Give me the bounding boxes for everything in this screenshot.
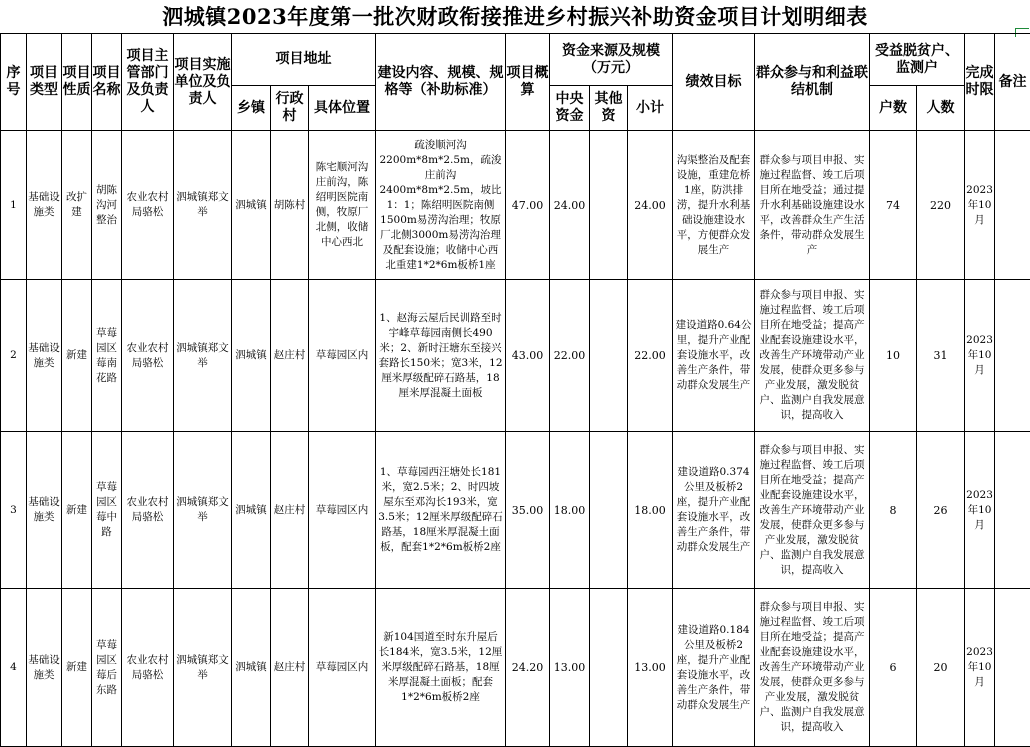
table-row bbox=[1, 589, 1030, 747]
table-row bbox=[1, 432, 1030, 589]
cell-seq[interactable]: 3 bbox=[1, 432, 27, 589]
cell-households[interactable]: 10 bbox=[870, 280, 917, 432]
cell-people[interactable]: 31 bbox=[917, 280, 965, 432]
cell-remark[interactable] bbox=[995, 280, 1030, 432]
cell-mechanism[interactable]: 群众参与项目申报、实施过程监督、竣工后项目所在地受益；提高产业配套设施建设水平，改善生产环境带动产业发展，使群众更多参与产业发展，激发脱贫户、监测户自我发展意识，提高收入 bbox=[755, 589, 870, 747]
header-name[interactable]: 项目名称 bbox=[92, 34, 122, 131]
cell-name[interactable]: 草莓园区莓南花路 bbox=[92, 280, 122, 432]
header-address[interactable]: 项目地址 bbox=[232, 34, 376, 86]
cell-people[interactable]: 26 bbox=[917, 432, 965, 589]
cell-people[interactable]: 20 bbox=[917, 589, 965, 747]
cell-type[interactable]: 基础设施类 bbox=[27, 432, 62, 589]
cell-other[interactable] bbox=[590, 589, 628, 747]
header-funding[interactable]: 资金来源及规模（万元） bbox=[550, 34, 673, 86]
cell-goal[interactable]: 建设道路0.184公里及板桥2座，提升产业配套设施水平，改善生产条件，带动群众发展生产 bbox=[673, 589, 755, 747]
cell-seq[interactable]: 1 bbox=[1, 131, 27, 280]
header-location[interactable]: 具体位置 bbox=[309, 86, 376, 131]
cell-completion[interactable]: 2023年10月 bbox=[965, 432, 995, 589]
cell-budget[interactable]: 35.00 bbox=[506, 432, 550, 589]
cell-central[interactable]: 24.00 bbox=[550, 131, 590, 280]
cell-dept[interactable]: 农业农村局骆松 bbox=[122, 280, 174, 432]
cell-town[interactable]: 泗城镇 bbox=[232, 131, 271, 280]
header-town[interactable]: 乡镇 bbox=[232, 86, 271, 131]
cell-goal[interactable]: 建设道路0.374公里及板桥2座，提升产业配套设施水平，改善生产条件，带动群众发展生产 bbox=[673, 432, 755, 589]
header-type[interactable]: 项目类型 bbox=[27, 34, 62, 131]
cell-goal[interactable]: 建设道路0.64公里，提升产业配套设施水平，改善生产条件，带动群众发展生产 bbox=[673, 280, 755, 432]
cell-other[interactable] bbox=[590, 280, 628, 432]
cell-people[interactable]: 220 bbox=[917, 131, 965, 280]
cell-nature[interactable]: 新建 bbox=[62, 589, 92, 747]
header-content[interactable]: 建设内容、规模、规格等（补助标准） bbox=[376, 34, 506, 131]
page-title: 泗城镇2023年度第一批次财政衔接推进乡村振兴补助资金项目计划明细表 bbox=[0, 0, 1030, 33]
header-people[interactable]: 人数 bbox=[917, 86, 965, 131]
cell-village[interactable]: 赵庄村 bbox=[271, 589, 309, 747]
cell-type[interactable]: 基础设施类 bbox=[27, 131, 62, 280]
cell-seq[interactable]: 4 bbox=[1, 589, 27, 747]
header-other[interactable]: 其他资 bbox=[590, 86, 628, 131]
cell-content[interactable]: 1、赵海云屋后民训路至时宇峰草莓园南侧长490米；2、新时汪塘东至接兴套路长150米；宽3米，12厘米厚级配碎石路基，18厘米厚混凝土面板 bbox=[376, 280, 506, 432]
cell-remark[interactable] bbox=[995, 131, 1030, 280]
cell-nature[interactable]: 新建 bbox=[62, 280, 92, 432]
header-dept[interactable]: 项目主管部门及负责人 bbox=[122, 34, 174, 131]
cell-subtotal[interactable]: 18.00 bbox=[628, 432, 673, 589]
cell-content[interactable]: 疏浚顺河沟2200m*8m*2.5m，疏浚庄前沟2400m*8m*2.5m，坡比1：1；陈绍明医院南侧1500m易涝沟治理；牧原厂北侧3000m易涝沟治理及配套设施；收储中心西北重建1*2*6m板桥1座 bbox=[376, 131, 506, 280]
header-budget[interactable]: 项目概算 bbox=[506, 34, 550, 131]
header-beneficiaries[interactable]: 受益脱贫户、监测户 bbox=[870, 34, 965, 86]
cell-remark[interactable] bbox=[995, 432, 1030, 589]
cell-village[interactable]: 胡陈村 bbox=[271, 131, 309, 280]
cell-mechanism[interactable]: 群众参与项目申报、实施过程监督、竣工后项目所在地受益；通过提升水利基础设施建设水平，改善群众生产生活条件，带动群众发展生产 bbox=[755, 131, 870, 280]
header-completion[interactable]: 完成时限 bbox=[965, 34, 995, 131]
cell-content[interactable]: 新104国道至时东升屋后长184米，宽3.5米，12厘米厚级配碎石路基，18厘米厚混凝土面板；配套1*2*6m板桥2座 bbox=[376, 589, 506, 747]
cell-completion[interactable]: 2023年10月 bbox=[965, 280, 995, 432]
cell-unit[interactable]: 泗城镇郑文举 bbox=[174, 131, 232, 280]
cell-location[interactable]: 草莓园区内 bbox=[309, 432, 376, 589]
header-unit[interactable]: 项目实施单位及负责人 bbox=[174, 34, 232, 131]
cell-households[interactable]: 74 bbox=[870, 131, 917, 280]
cell-central[interactable]: 18.00 bbox=[550, 432, 590, 589]
cell-budget[interactable]: 43.00 bbox=[506, 280, 550, 432]
cell-name[interactable]: 草莓园区莓后东路 bbox=[92, 589, 122, 747]
cell-town[interactable]: 泗城镇 bbox=[232, 589, 271, 747]
cell-dept[interactable]: 农业农村局骆松 bbox=[122, 589, 174, 747]
cell-town[interactable]: 泗城镇 bbox=[232, 280, 271, 432]
table-row bbox=[1, 131, 1030, 280]
cell-village[interactable]: 赵庄村 bbox=[271, 280, 309, 432]
cell-dept[interactable]: 农业农村局骆松 bbox=[122, 131, 174, 280]
cell-content[interactable]: 1、草莓园西汪塘处长181米，宽2.5米；2、时四坡屋东至邓沟长193米，宽3.5米；12厘米厚级配碎石路基，18厘米厚混凝土面板，配套1*2*6m板桥2座 bbox=[376, 432, 506, 589]
cell-nature[interactable]: 改扩建 bbox=[62, 131, 92, 280]
cell-mechanism[interactable]: 群众参与项目申报、实施过程监督、竣工后项目所在地受益；提高产业配套设施建设水平，改善生产环境带动产业发展，使群众更多参与产业发展，激发脱贫户、监测户自我发展意识，提高收入 bbox=[755, 280, 870, 432]
cell-other[interactable] bbox=[590, 131, 628, 280]
header-remark[interactable]: 备注 bbox=[995, 34, 1030, 131]
cell-mechanism[interactable]: 群众参与项目申报、实施过程监督、竣工后项目所在地受益；提高产业配套设施建设水平，改善生产环境带动产业发展，使群众更多参与产业发展，激发脱贫户、监测户自我发展意识，提高收入 bbox=[755, 432, 870, 589]
cell-unit[interactable]: 泗城镇郑文举 bbox=[174, 589, 232, 747]
header-subtotal[interactable]: 小计 bbox=[628, 86, 673, 131]
cell-type[interactable]: 基础设施类 bbox=[27, 280, 62, 432]
cell-budget[interactable]: 47.00 bbox=[506, 131, 550, 280]
cell-households[interactable]: 8 bbox=[870, 432, 917, 589]
cell-subtotal[interactable]: 22.00 bbox=[628, 280, 673, 432]
cell-budget[interactable]: 24.20 bbox=[506, 589, 550, 747]
cell-nature[interactable]: 新建 bbox=[62, 432, 92, 589]
cell-goal[interactable]: 沟渠整治及配套设施，重建危桥1座，防洪排涝，提升水利基础设施建设水平，方便群众发展生产 bbox=[673, 131, 755, 280]
cell-other[interactable] bbox=[590, 432, 628, 589]
project-table bbox=[0, 33, 1030, 747]
cell-remark[interactable] bbox=[995, 589, 1030, 747]
cell-completion[interactable]: 2023年10月 bbox=[965, 131, 995, 280]
cell-type[interactable]: 基础设施类 bbox=[27, 589, 62, 747]
cell-village[interactable]: 赵庄村 bbox=[271, 432, 309, 589]
cell-central[interactable]: 22.00 bbox=[550, 280, 590, 432]
header-central[interactable]: 中央资金 bbox=[550, 86, 590, 131]
header-seq[interactable]: 序号 bbox=[1, 34, 27, 131]
cell-location[interactable]: 草莓园区内 bbox=[309, 280, 376, 432]
table-row bbox=[1, 280, 1030, 432]
cell-name[interactable]: 草莓园区莓中路 bbox=[92, 432, 122, 589]
header-households[interactable]: 户数 bbox=[870, 86, 917, 131]
cell-town[interactable]: 泗城镇 bbox=[232, 432, 271, 589]
header-mechanism[interactable]: 群众参与和利益联结机制 bbox=[755, 34, 870, 131]
cell-subtotal[interactable]: 24.00 bbox=[628, 131, 673, 280]
cell-central[interactable]: 13.00 bbox=[550, 589, 590, 747]
header-nature[interactable]: 项目性质 bbox=[62, 34, 92, 131]
header-goal[interactable]: 绩效目标 bbox=[673, 34, 755, 131]
cell-unit[interactable]: 泗城镇郑文举 bbox=[174, 432, 232, 589]
cell-subtotal[interactable]: 13.00 bbox=[628, 589, 673, 747]
cell-completion[interactable]: 2023年10月 bbox=[965, 589, 995, 747]
cell-households[interactable]: 6 bbox=[870, 589, 917, 747]
header-village[interactable]: 行政村 bbox=[271, 86, 309, 131]
cell-seq[interactable]: 2 bbox=[1, 280, 27, 432]
cell-location[interactable]: 陈宅顺河沟庄前沟，陈绍明医院南侧，牧原厂北侧，收储中心西北 bbox=[309, 131, 376, 280]
cell-unit[interactable]: 泗城镇郑文举 bbox=[174, 280, 232, 432]
cell-dept[interactable]: 农业农村局骆松 bbox=[122, 432, 174, 589]
cell-location[interactable]: 草莓园区内 bbox=[309, 589, 376, 747]
cell-name[interactable]: 胡陈沟河整治 bbox=[92, 131, 122, 280]
